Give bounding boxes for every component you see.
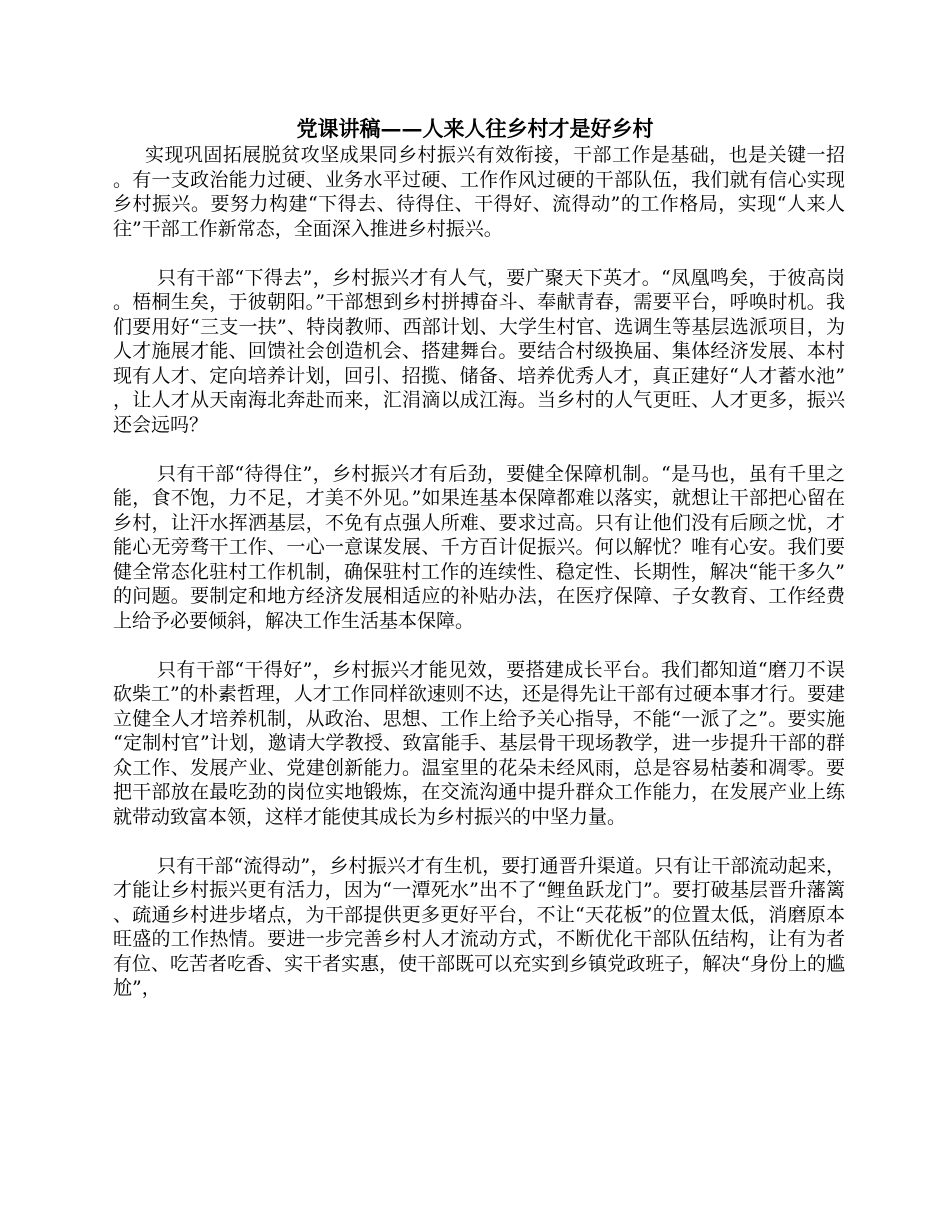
paragraph-xiadequ: 只有干部“下得去”，乡村振兴才有人气，要广聚天下英才。“凤凰鸣矣，于彼高岗。梧桐生矣，于彼朝阳。”干部想到乡村拼搏奋斗、奉献青春，需要平台，呼唤时机。我们要用好“三支一扶”、特岗教师、西部计划、大学生村官、选调生等基层选派项目，为人才施展才能、回馈社会创造机会、搭建舞台。要结合村级换届、集体经济发展、本村现有人才、定向培养计划，回引、招揽、储备、培养优秀人才，真正建好“人才蓄水池”，让人才从天南海北奔赴而来，汇涓滴以成江海。当乡村的人气更旺、人才更多，振兴还会远吗？	[113, 266, 845, 436]
paragraph-intro: 实现巩固拓展脱贫攻坚成果同乡村振兴有效衔接，干部工作是基础，也是关键一招。有一支政治能力过硬、业务水平过硬、工作作风过硬的干部队伍，我们就有信心实现乡村振兴。要努力构建“下得去、待得住、干得好、流得动”的工作格局，实现“人来人往”干部工作新常态，全面深入推进乡村振兴。	[113, 144, 845, 240]
document-body	[113, 143, 845, 1025]
paragraph-liudedong: 只有干部“流得动”，乡村振兴才有生机，要打通晋升渠道。只有让干部流动起来，才能让乡村振兴更有活力，因为“一潭死水”出不了“鲤鱼跃龙门”。要打破基层晋升藩篱、疏通乡村进步堵点，为干部提供更多更好平台，不让“天花板”的位置太低，消磨原本旺盛的工作热情。要进一步完善乡村人才流动方式，不断优化干部队伍结构，让有为者有位、吃苦者吃香、实干者实惠，使干部既可以充实到乡镇党政班子，解决“身份上的尴尬”，	[113, 854, 845, 999]
paragraph-daidezhu: 只有干部“待得住”，乡村振兴才有后劲，要健全保障机制。“是马也，虽有千里之能，食不饱，力不足，才美不外见。”如果连基本保障都难以落实，就想让干部把心留在乡村，让汗水挥洒基层，不免有点强人所难、要求过高。只有让他们没有后顾之忧，才能心无旁骛干工作、一心一意谋发展、千方百计促振兴。何以解忧？唯有心安。我们要健全常态化驻村工作机制，确保驻村工作的连续性、稳定性、长期性，解决“能干多久”的问题。要制定和地方经济发展相适应的补贴办法，在医疗保障、子女教育、工作经费上给予必要倾斜，解决工作生活基本保障。	[113, 462, 845, 632]
paragraph-gandehao: 只有干部“干得好”，乡村振兴才能见效，要搭建成长平台。我们都知道“磨刀不误砍柴工”的朴素哲理，人才工作同样欲速则不达，还是得先让干部有过硬本事才行。要建立健全人才培养机制，从政治、思想、工作上给予关心指导，不能“一派了之”。要实施“定制村官”计划，邀请大学教授、致富能手、基层骨干现场教学，进一步提升干部的群众工作、发展产业、党建创新能力。温室里的花朵未经风雨，总是容易枯萎和凋零。要把干部放在最吃劲的岗位实地锻炼，在交流沟通中提升群众工作能力，在发展产业上练就带动致富本领，这样才能使其成长为乡村振兴的中坚力量。	[113, 658, 845, 828]
document-title: 党课讲稿——人来人往乡村才是好乡村	[296, 116, 654, 141]
